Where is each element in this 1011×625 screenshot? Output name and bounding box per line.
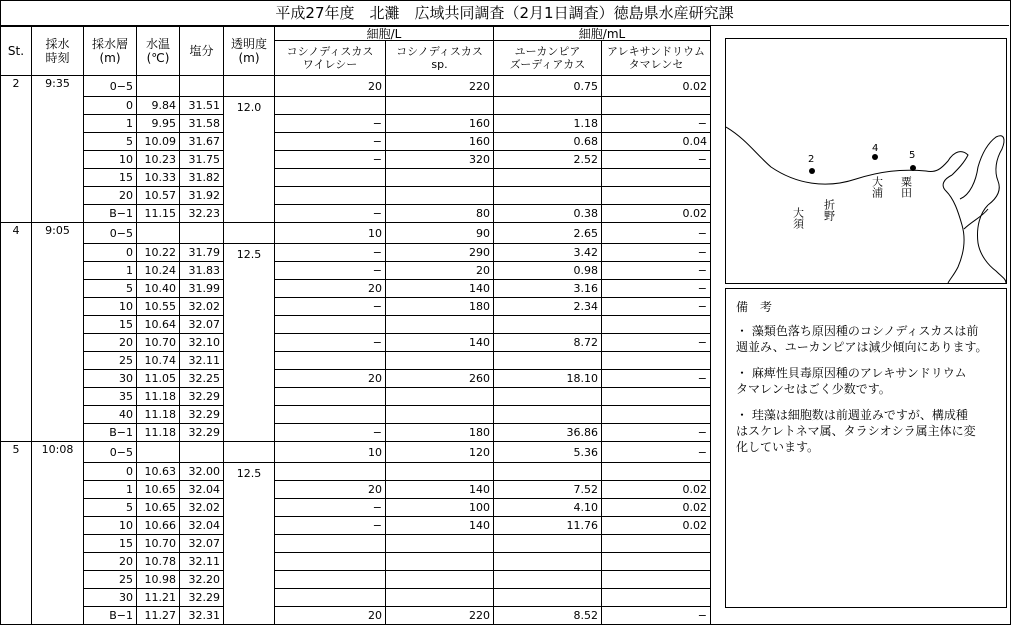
sampling-layer: 40 (84, 406, 137, 424)
count-eucampia-zodiacus (494, 571, 602, 589)
count-alexandrium-tamarense: − (602, 223, 711, 244)
salinity: 31.79 (180, 244, 224, 262)
header-species-3: ユーカンピア ズーディアカス (494, 41, 602, 76)
sampling-layer: 15 (84, 316, 137, 334)
water-temp (137, 76, 180, 97)
count-coscinodiscus-wailesii: − (275, 424, 386, 442)
water-temp: 11.18 (137, 388, 180, 406)
count-coscinodiscus-wailesii: − (275, 205, 386, 223)
count-coscinodiscus-sp: 220 (386, 607, 494, 625)
count-eucampia-zodiacus (494, 187, 602, 205)
count-alexandrium-tamarense: − (602, 262, 711, 280)
count-coscinodiscus-wailesii (275, 463, 386, 481)
sampling-layer: 20 (84, 334, 137, 352)
salinity: 32.23 (180, 205, 224, 223)
count-coscinodiscus-wailesii (275, 316, 386, 334)
count-coscinodiscus-wailesii: − (275, 517, 386, 535)
table-row (1, 535, 711, 553)
table-row (1, 169, 711, 187)
count-alexandrium-tamarense (602, 589, 711, 607)
count-eucampia-zodiacus (494, 388, 602, 406)
salinity: 32.11 (180, 553, 224, 571)
table-row (1, 442, 711, 463)
water-temp: 10.09 (137, 133, 180, 151)
sampling-layer: 5 (84, 499, 137, 517)
sampling-layer: 1 (84, 262, 137, 280)
transparency-spacer (224, 223, 275, 244)
water-temp: 11.05 (137, 370, 180, 388)
salinity: 31.83 (180, 262, 224, 280)
count-coscinodiscus-sp (386, 463, 494, 481)
water-temp: 10.24 (137, 262, 180, 280)
table-row (1, 115, 711, 133)
count-eucampia-zodiacus: 0.75 (494, 76, 602, 97)
station-4-dot (872, 154, 878, 160)
salinity: 32.29 (180, 424, 224, 442)
count-coscinodiscus-sp (386, 535, 494, 553)
count-coscinodiscus-wailesii: − (275, 499, 386, 517)
count-coscinodiscus-wailesii (275, 388, 386, 406)
water-temp: 9.84 (137, 97, 180, 115)
count-coscinodiscus-wailesii: 20 (275, 607, 386, 625)
count-eucampia-zodiacus (494, 589, 602, 607)
salinity: 32.07 (180, 535, 224, 553)
count-coscinodiscus-sp (386, 316, 494, 334)
water-temp: 10.57 (137, 187, 180, 205)
count-coscinodiscus-wailesii (275, 169, 386, 187)
count-coscinodiscus-sp (386, 187, 494, 205)
coastline (726, 127, 968, 184)
water-temp: 11.18 (137, 406, 180, 424)
table-row (1, 463, 711, 481)
count-eucampia-zodiacus (494, 553, 602, 571)
count-eucampia-zodiacus: 5.36 (494, 442, 602, 463)
header-transparency: 透明度 (m) (224, 27, 275, 76)
sampling-layer: 0−5 (84, 76, 137, 97)
transparency: 12.5 (224, 463, 275, 625)
sampling-layer: 1 (84, 115, 137, 133)
salinity: 32.00 (180, 463, 224, 481)
sampling-layer: 20 (84, 553, 137, 571)
count-coscinodiscus-sp (386, 553, 494, 571)
salinity: 32.29 (180, 388, 224, 406)
sampling-layer: 35 (84, 388, 137, 406)
sampling-layer: 25 (84, 571, 137, 589)
salinity: 31.75 (180, 151, 224, 169)
table-row (1, 517, 711, 535)
remarks-panel (725, 288, 1007, 608)
count-coscinodiscus-sp: 140 (386, 481, 494, 499)
table-row (1, 406, 711, 424)
count-coscinodiscus-sp: 180 (386, 424, 494, 442)
table-row (1, 133, 711, 151)
count-coscinodiscus-sp: 260 (386, 370, 494, 388)
table-row (1, 499, 711, 517)
water-temp: 10.55 (137, 298, 180, 316)
count-alexandrium-tamarense: − (602, 334, 711, 352)
sampling-time: 9:05 (32, 223, 84, 442)
header-time: 採水 時刻 (32, 27, 84, 76)
transparency: 12.5 (224, 244, 275, 442)
count-coscinodiscus-sp: 160 (386, 133, 494, 151)
salinity: 32.31 (180, 607, 224, 625)
water-temp: 11.15 (137, 205, 180, 223)
sampling-layer: 5 (84, 133, 137, 151)
count-coscinodiscus-sp: 90 (386, 223, 494, 244)
count-coscinodiscus-wailesii (275, 406, 386, 424)
count-coscinodiscus-sp: 160 (386, 115, 494, 133)
water-temp: 10.98 (137, 571, 180, 589)
count-alexandrium-tamarense (602, 187, 711, 205)
salinity: 32.10 (180, 334, 224, 352)
station-2-dot (809, 168, 815, 174)
station-label: 5 (909, 150, 916, 161)
water-temp: 11.27 (137, 607, 180, 625)
count-eucampia-zodiacus: 3.42 (494, 244, 602, 262)
count-coscinodiscus-sp: 180 (386, 298, 494, 316)
count-eucampia-zodiacus: 11.76 (494, 517, 602, 535)
sampling-layer: 10 (84, 517, 137, 535)
count-alexandrium-tamarense (602, 97, 711, 115)
water-temp: 9.95 (137, 115, 180, 133)
sampling-layer: 10 (84, 151, 137, 169)
sampling-layer: 15 (84, 535, 137, 553)
salinity: 31.99 (180, 280, 224, 298)
table-row (1, 76, 711, 97)
salinity: 32.20 (180, 571, 224, 589)
sampling-layer: B−1 (84, 205, 137, 223)
count-alexandrium-tamarense: 0.02 (602, 205, 711, 223)
water-temp: 10.22 (137, 244, 180, 262)
map-panel (725, 38, 1007, 284)
count-alexandrium-tamarense (602, 169, 711, 187)
station-5-dot (910, 165, 916, 171)
count-alexandrium-tamarense (602, 388, 711, 406)
table-header (1, 27, 711, 76)
count-coscinodiscus-wailesii (275, 553, 386, 571)
count-coscinodiscus-sp: 120 (386, 442, 494, 463)
water-temp: 10.74 (137, 352, 180, 370)
count-coscinodiscus-wailesii: 20 (275, 370, 386, 388)
count-eucampia-zodiacus: 2.52 (494, 151, 602, 169)
sampling-time: 10:08 (32, 442, 84, 625)
count-eucampia-zodiacus: 18.10 (494, 370, 602, 388)
place-label: 折野 (822, 199, 836, 221)
count-coscinodiscus-wailesii (275, 187, 386, 205)
coastline (960, 136, 1004, 205)
count-alexandrium-tamarense: − (602, 244, 711, 262)
water-temp: 10.66 (137, 517, 180, 535)
salinity (180, 442, 224, 463)
count-eucampia-zodiacus (494, 316, 602, 334)
water-temp (137, 442, 180, 463)
count-coscinodiscus-sp (386, 97, 494, 115)
water-temp: 10.23 (137, 151, 180, 169)
count-alexandrium-tamarense (602, 535, 711, 553)
station-number: 4 (1, 223, 32, 442)
sampling-layer: 30 (84, 370, 137, 388)
station-label: 4 (872, 143, 879, 154)
count-coscinodiscus-wailesii: − (275, 151, 386, 169)
count-eucampia-zodiacus (494, 535, 602, 553)
salinity: 32.04 (180, 517, 224, 535)
table-row (1, 151, 711, 169)
count-eucampia-zodiacus: 7.52 (494, 481, 602, 499)
count-alexandrium-tamarense: 0.02 (602, 517, 711, 535)
sampling-layer: 25 (84, 352, 137, 370)
count-coscinodiscus-wailesii: − (275, 115, 386, 133)
place-label: 大浦 (870, 176, 884, 198)
salinity: 32.02 (180, 499, 224, 517)
water-temp: 10.78 (137, 553, 180, 571)
table-row (1, 370, 711, 388)
water-temp: 11.18 (137, 424, 180, 442)
remark-item: ・ 麻痺性貝毒原因種のアレキサンドリウム タマレンセはごく少数です。 (736, 366, 967, 396)
count-coscinodiscus-sp (386, 571, 494, 589)
count-coscinodiscus-sp: 320 (386, 151, 494, 169)
water-temp: 10.33 (137, 169, 180, 187)
header-salinity: 塩分 (180, 27, 224, 76)
count-coscinodiscus-wailesii: − (275, 133, 386, 151)
water-temp: 11.21 (137, 589, 180, 607)
count-alexandrium-tamarense (602, 571, 711, 589)
salinity: 32.04 (180, 481, 224, 499)
count-alexandrium-tamarense: − (602, 370, 711, 388)
header-cells-per-ml: 細胞/mL (494, 27, 711, 41)
count-alexandrium-tamarense (602, 316, 711, 334)
salinity: 31.92 (180, 187, 224, 205)
count-alexandrium-tamarense (602, 406, 711, 424)
salinity: 31.51 (180, 97, 224, 115)
sampling-layer: 1 (84, 481, 137, 499)
table-row (1, 424, 711, 442)
table-row (1, 205, 711, 223)
count-alexandrium-tamarense (602, 463, 711, 481)
table-row (1, 316, 711, 334)
count-coscinodiscus-wailesii (275, 352, 386, 370)
count-coscinodiscus-sp (386, 388, 494, 406)
count-coscinodiscus-wailesii: 20 (275, 481, 386, 499)
count-coscinodiscus-wailesii: − (275, 334, 386, 352)
count-coscinodiscus-sp: 140 (386, 334, 494, 352)
sampling-layer: 0 (84, 463, 137, 481)
count-alexandrium-tamarense (602, 553, 711, 571)
sampling-layer: B−1 (84, 607, 137, 625)
header-st: St. (1, 27, 32, 76)
sampling-layer: 0 (84, 244, 137, 262)
count-coscinodiscus-sp: 290 (386, 244, 494, 262)
salinity (180, 223, 224, 244)
count-coscinodiscus-wailesii (275, 571, 386, 589)
count-coscinodiscus-wailesii: 10 (275, 442, 386, 463)
table-row (1, 280, 711, 298)
count-coscinodiscus-sp: 80 (386, 205, 494, 223)
water-temp: 10.64 (137, 316, 180, 334)
count-coscinodiscus-sp (386, 406, 494, 424)
table-row (1, 481, 711, 499)
table-body (1, 76, 711, 625)
survey-table (0, 26, 711, 625)
count-coscinodiscus-wailesii: − (275, 262, 386, 280)
sampling-time: 9:35 (32, 76, 84, 223)
table-row (1, 244, 711, 262)
count-coscinodiscus-sp: 20 (386, 262, 494, 280)
header-cells-per-l: 細胞/L (275, 27, 494, 41)
count-coscinodiscus-sp (386, 352, 494, 370)
count-coscinodiscus-wailesii: 20 (275, 280, 386, 298)
water-temp: 10.40 (137, 280, 180, 298)
sampling-layer: 15 (84, 169, 137, 187)
count-alexandrium-tamarense: − (602, 607, 711, 625)
transparency: 12.0 (224, 97, 275, 223)
sampling-layer: 30 (84, 589, 137, 607)
water-temp (137, 223, 180, 244)
count-coscinodiscus-wailesii: − (275, 298, 386, 316)
count-eucampia-zodiacus (494, 406, 602, 424)
count-eucampia-zodiacus (494, 169, 602, 187)
count-coscinodiscus-sp: 140 (386, 280, 494, 298)
count-eucampia-zodiacus: 4.10 (494, 499, 602, 517)
salinity: 32.25 (180, 370, 224, 388)
count-eucampia-zodiacus (494, 463, 602, 481)
salinity: 31.82 (180, 169, 224, 187)
header-temp: 水温 (℃) (137, 27, 180, 76)
header-species-1: コシノディスカス ワイレシー (275, 41, 386, 76)
count-alexandrium-tamarense: − (602, 442, 711, 463)
count-eucampia-zodiacus: 0.68 (494, 133, 602, 151)
count-coscinodiscus-wailesii: − (275, 244, 386, 262)
sampling-layer: B−1 (84, 424, 137, 442)
count-alexandrium-tamarense: − (602, 424, 711, 442)
page-title: 平成27年度 北灘 広域共同調査（2月1日調査）徳島県水産研究課 (0, 0, 1009, 26)
transparency-spacer (224, 442, 275, 463)
salinity: 31.58 (180, 115, 224, 133)
count-eucampia-zodiacus: 1.18 (494, 115, 602, 133)
header-layer: 採水層 (m) (84, 27, 137, 76)
count-eucampia-zodiacus (494, 352, 602, 370)
table-row (1, 553, 711, 571)
count-coscinodiscus-wailesii (275, 589, 386, 607)
table-row (1, 571, 711, 589)
header-species-2: コシノディスカス sp. (386, 41, 494, 76)
table-row (1, 607, 711, 625)
count-eucampia-zodiacus: 3.16 (494, 280, 602, 298)
salinity: 32.02 (180, 298, 224, 316)
sampling-layer: 20 (84, 187, 137, 205)
count-eucampia-zodiacus: 2.34 (494, 298, 602, 316)
count-alexandrium-tamarense: − (602, 151, 711, 169)
remarks-title: 備 考 (736, 300, 773, 314)
count-eucampia-zodiacus: 36.86 (494, 424, 602, 442)
table-row (1, 262, 711, 280)
count-eucampia-zodiacus (494, 97, 602, 115)
sampling-layer: 0 (84, 97, 137, 115)
count-coscinodiscus-sp (386, 169, 494, 187)
count-eucampia-zodiacus: 8.52 (494, 607, 602, 625)
salinity (180, 76, 224, 97)
table-row (1, 97, 711, 115)
count-coscinodiscus-wailesii: 10 (275, 223, 386, 244)
salinity: 32.11 (180, 352, 224, 370)
coastline (943, 175, 964, 283)
water-temp: 10.63 (137, 463, 180, 481)
water-temp: 10.70 (137, 535, 180, 553)
count-coscinodiscus-sp (386, 589, 494, 607)
count-alexandrium-tamarense: 0.02 (602, 76, 711, 97)
table-row (1, 298, 711, 316)
count-eucampia-zodiacus: 2.65 (494, 223, 602, 244)
salinity: 31.67 (180, 133, 224, 151)
count-coscinodiscus-wailesii (275, 535, 386, 553)
salinity: 32.29 (180, 406, 224, 424)
count-eucampia-zodiacus: 8.72 (494, 334, 602, 352)
count-coscinodiscus-sp: 140 (386, 517, 494, 535)
remark-item: ・ 藻類色落ち原因種のコシノディスカスは前 週並み、ユーカンピアは減少傾向にあります。 (736, 324, 988, 354)
sampling-layer: 0−5 (84, 223, 137, 244)
remark-item: ・ 珪藻は細胞数は前週並みですが、構成種 はスケレトネマ属、タラシオシラ属主体に変 化しています。 (736, 408, 976, 454)
count-eucampia-zodiacus: 0.98 (494, 262, 602, 280)
water-temp: 10.65 (137, 499, 180, 517)
count-coscinodiscus-wailesii: 20 (275, 76, 386, 97)
table-row (1, 223, 711, 244)
salinity: 32.07 (180, 316, 224, 334)
sampling-layer: 10 (84, 298, 137, 316)
coastline (964, 209, 988, 229)
count-alexandrium-tamarense: 0.02 (602, 481, 711, 499)
place-label: 大須 (791, 207, 805, 229)
table-row (1, 589, 711, 607)
count-alexandrium-tamarense: 0.04 (602, 133, 711, 151)
table-row (1, 388, 711, 406)
station-label: 2 (808, 154, 815, 165)
count-coscinodiscus-wailesii (275, 97, 386, 115)
station-number: 2 (1, 76, 32, 223)
count-alexandrium-tamarense: − (602, 115, 711, 133)
table-row (1, 187, 711, 205)
salinity: 32.29 (180, 589, 224, 607)
count-alexandrium-tamarense (602, 352, 711, 370)
sampling-layer: 0−5 (84, 442, 137, 463)
water-temp: 10.70 (137, 334, 180, 352)
count-coscinodiscus-sp: 220 (386, 76, 494, 97)
station-number: 5 (1, 442, 32, 625)
coastline (977, 205, 1006, 283)
sampling-layer: 5 (84, 280, 137, 298)
count-eucampia-zodiacus: 0.38 (494, 205, 602, 223)
transparency-spacer (224, 76, 275, 97)
coastline-map (726, 39, 1006, 283)
count-coscinodiscus-sp: 100 (386, 499, 494, 517)
table-row (1, 352, 711, 370)
count-alexandrium-tamarense: − (602, 298, 711, 316)
place-label: 粟田 (899, 176, 913, 198)
count-alexandrium-tamarense: − (602, 280, 711, 298)
water-temp: 10.65 (137, 481, 180, 499)
table-row (1, 334, 711, 352)
header-species-4: アレキサンドリウム タマレンセ (602, 41, 711, 76)
count-alexandrium-tamarense: 0.02 (602, 499, 711, 517)
